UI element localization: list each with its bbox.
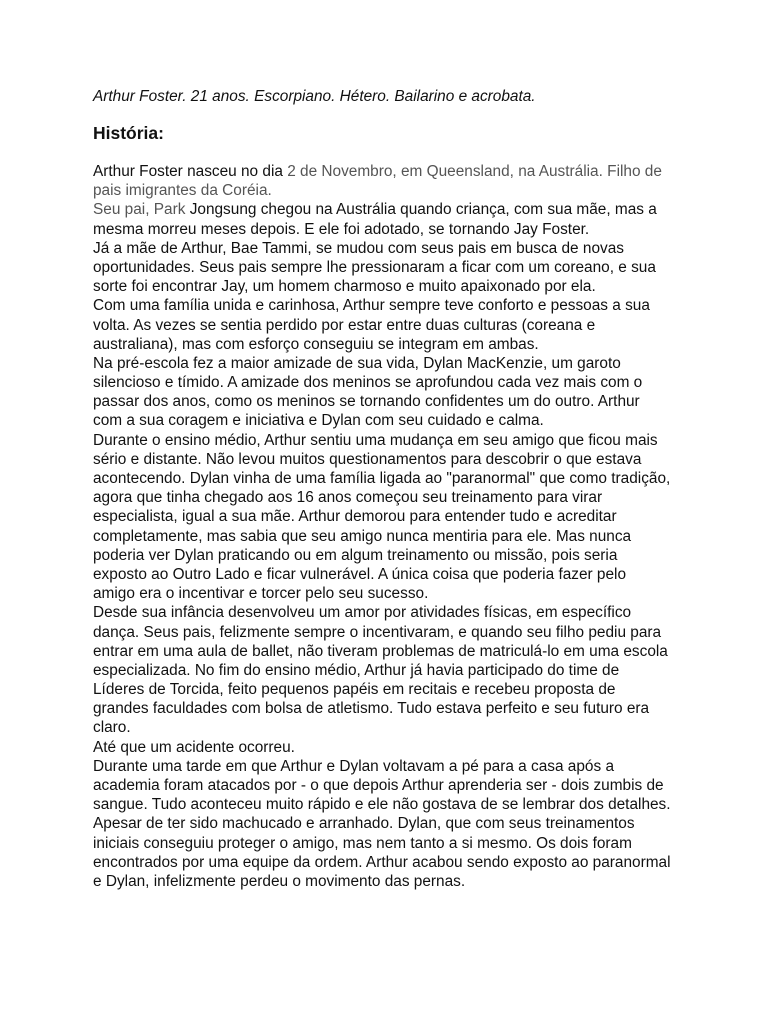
story-line bbox=[93, 373, 693, 392]
story-line bbox=[93, 296, 693, 315]
story-text: Arthur Foster nasceu no dia bbox=[93, 163, 288, 180]
character-summary: Arthur Foster. 21 anos. Escorpiano. Hétero. Bailarino e acrobata. bbox=[93, 88, 536, 105]
story-text: Líderes de Torcida, feito pequenos papéis em recitais e recebeu proposta de bbox=[93, 681, 616, 699]
story-line bbox=[93, 661, 693, 680]
story-text: exposto ao Outro Lado e ficar vulnerável. A única coisa que poderia fazer pelo bbox=[93, 565, 627, 583]
story-line bbox=[93, 411, 693, 430]
story-text: claro. bbox=[93, 719, 131, 737]
story-line bbox=[93, 527, 693, 546]
story-text: especialista, igual a sua mãe. Arthur demorou para entender tudo e acreditar bbox=[93, 508, 617, 526]
story-text: academia foram atacados por - o que depois Arthur aprenderia ser - dois zumbis de bbox=[93, 777, 664, 794]
story-text: Apesar de ter sido machucado e arranhado. Dylan, que com seus treinamentos bbox=[93, 815, 635, 833]
story-line bbox=[93, 680, 693, 699]
story-text: oportunidades. Seus pais sempre lhe pressionaram a ficar com um coreano, e sua bbox=[93, 258, 656, 276]
story-text: poderia ver Dylan praticando ou em algum treinamento ou missão, pois seria bbox=[93, 546, 618, 564]
story-text: australiana), mas com esforço conseguiu se integram em ambas. bbox=[93, 335, 539, 353]
story-text: e Dylan, infelizmente perdeu o movimento das pernas. bbox=[93, 872, 466, 890]
story-line bbox=[93, 277, 693, 296]
story-line bbox=[93, 431, 693, 450]
story-text: entrar em uma aula de ballet, não tiveram problemas de matriculá-lo em uma escola bbox=[93, 642, 668, 660]
story-line bbox=[93, 469, 693, 488]
story-line bbox=[93, 757, 693, 776]
story-line bbox=[93, 162, 693, 181]
story-line bbox=[93, 354, 693, 373]
story-line bbox=[93, 776, 693, 795]
story-text: Durante o ensino médio, Arthur sentiu uma mudança em seu amigo que ficou mais bbox=[93, 431, 658, 449]
story-text: Jongsung chegou na Austrália quando criança, com sua mãe, mas a bbox=[189, 201, 657, 219]
story-line bbox=[93, 239, 693, 258]
story-line bbox=[93, 258, 693, 277]
story-line bbox=[93, 392, 693, 411]
story-line bbox=[93, 699, 693, 718]
story-line bbox=[93, 795, 693, 814]
story-text: acontecendo. Dylan vinha de uma família ligada ao "paranormal" que como tradição, bbox=[93, 470, 671, 487]
story-text: dança. Seus pais, felizmente sempre o incentivaram, e quando seu filho pediu para bbox=[93, 623, 662, 641]
story-text: especializada. No fim do ensino médio, Arthur já havia participado do time de bbox=[93, 661, 620, 679]
story-line bbox=[93, 316, 693, 335]
story-line bbox=[93, 507, 693, 526]
story-body bbox=[93, 162, 693, 891]
story-text: sorte foi encontrar Jay, um homem charmoso e muito apaixonado por ela. bbox=[93, 278, 596, 296]
story-text: Seu pai, Park bbox=[93, 201, 190, 219]
story-line bbox=[93, 220, 693, 239]
story-line bbox=[93, 718, 693, 737]
story-text: Desde sua infância desenvolveu um amor por atividades físicas, em específico bbox=[93, 604, 632, 622]
story-text: com a sua coragem e iniciativa e Dylan com seu cuidado e calma. bbox=[93, 412, 544, 430]
story-text: 2 de Novembro, em Queensland, na Austrália. Filho de bbox=[287, 163, 662, 180]
document-page bbox=[93, 87, 693, 891]
story-line bbox=[93, 603, 693, 622]
story-line bbox=[93, 565, 693, 584]
story-line bbox=[93, 181, 693, 200]
story-text: sangue. Tudo aconteceu muito rápido e ele não gostava de se lembrar dos detalhes. bbox=[93, 796, 671, 814]
story-text: encontrados por uma equipe da ordem. Arthur acabou sendo exposto ao paranormal bbox=[93, 853, 671, 871]
story-line bbox=[93, 623, 693, 642]
story-text: amigo era o incentivar e torcer pelo seu sucesso. bbox=[93, 585, 429, 603]
story-text: Com uma família unida e carinhosa, Arthur sempre teve conforto e pessoas a sua bbox=[93, 297, 650, 315]
story-line bbox=[93, 814, 693, 833]
story-text: passar dos anos, como os meninos se tornando confidentes um do outro. Arthur bbox=[93, 393, 640, 411]
story-text: sério e distante. Não levou muitos questionamentos para descobrir o que estava bbox=[93, 450, 642, 468]
story-text: pais imigrantes da Coréia. bbox=[93, 182, 272, 200]
story-text: grandes faculdades com bolsa de atletismo. Tudo estava perfeito e seu futuro era bbox=[93, 700, 650, 718]
story-text: iniciais conseguiu proteger o amigo, mas nem tanto a si mesmo. Os dois foram bbox=[93, 834, 632, 852]
story-text: silencioso e tímido. A amizade dos meninos se aprofundou cada vez mais com o bbox=[93, 374, 643, 392]
story-line bbox=[93, 872, 693, 891]
story-line bbox=[93, 853, 693, 872]
story-line bbox=[93, 642, 693, 661]
story-line bbox=[93, 335, 693, 354]
story-text: volta. As vezes se sentia perdido por estar entre duas culturas (coreana e bbox=[93, 316, 596, 334]
section-heading: História: bbox=[93, 123, 164, 143]
story-line bbox=[93, 488, 693, 507]
story-text: Na pré-escola fez a maior amizade de sua vida, Dylan MacKenzie, um garoto bbox=[93, 354, 621, 372]
story-text: Já a mãe de Arthur, Bae Tammi, se mudou com seus pais em busca de novas bbox=[93, 239, 624, 257]
story-text: completamente, mas sabia que seu amigo nunca mentiria para ele. Mas nunca bbox=[93, 527, 632, 545]
story-text: Até que um acidente ocorreu. bbox=[93, 738, 295, 756]
story-line bbox=[93, 546, 693, 565]
story-text: mesma morreu meses depois. E ele foi adotado, se tornando Jay Foster. bbox=[93, 220, 590, 238]
story-line bbox=[93, 738, 693, 757]
story-text: Durante uma tarde em que Arthur e Dylan voltavam a pé para a casa após a bbox=[93, 757, 615, 775]
story-line bbox=[93, 834, 693, 853]
story-text: agora que tinha chegado aos 16 anos começou seu treinamento para virar bbox=[93, 489, 603, 507]
story-line bbox=[93, 200, 693, 219]
story-line bbox=[93, 450, 693, 469]
story-line bbox=[93, 584, 693, 603]
